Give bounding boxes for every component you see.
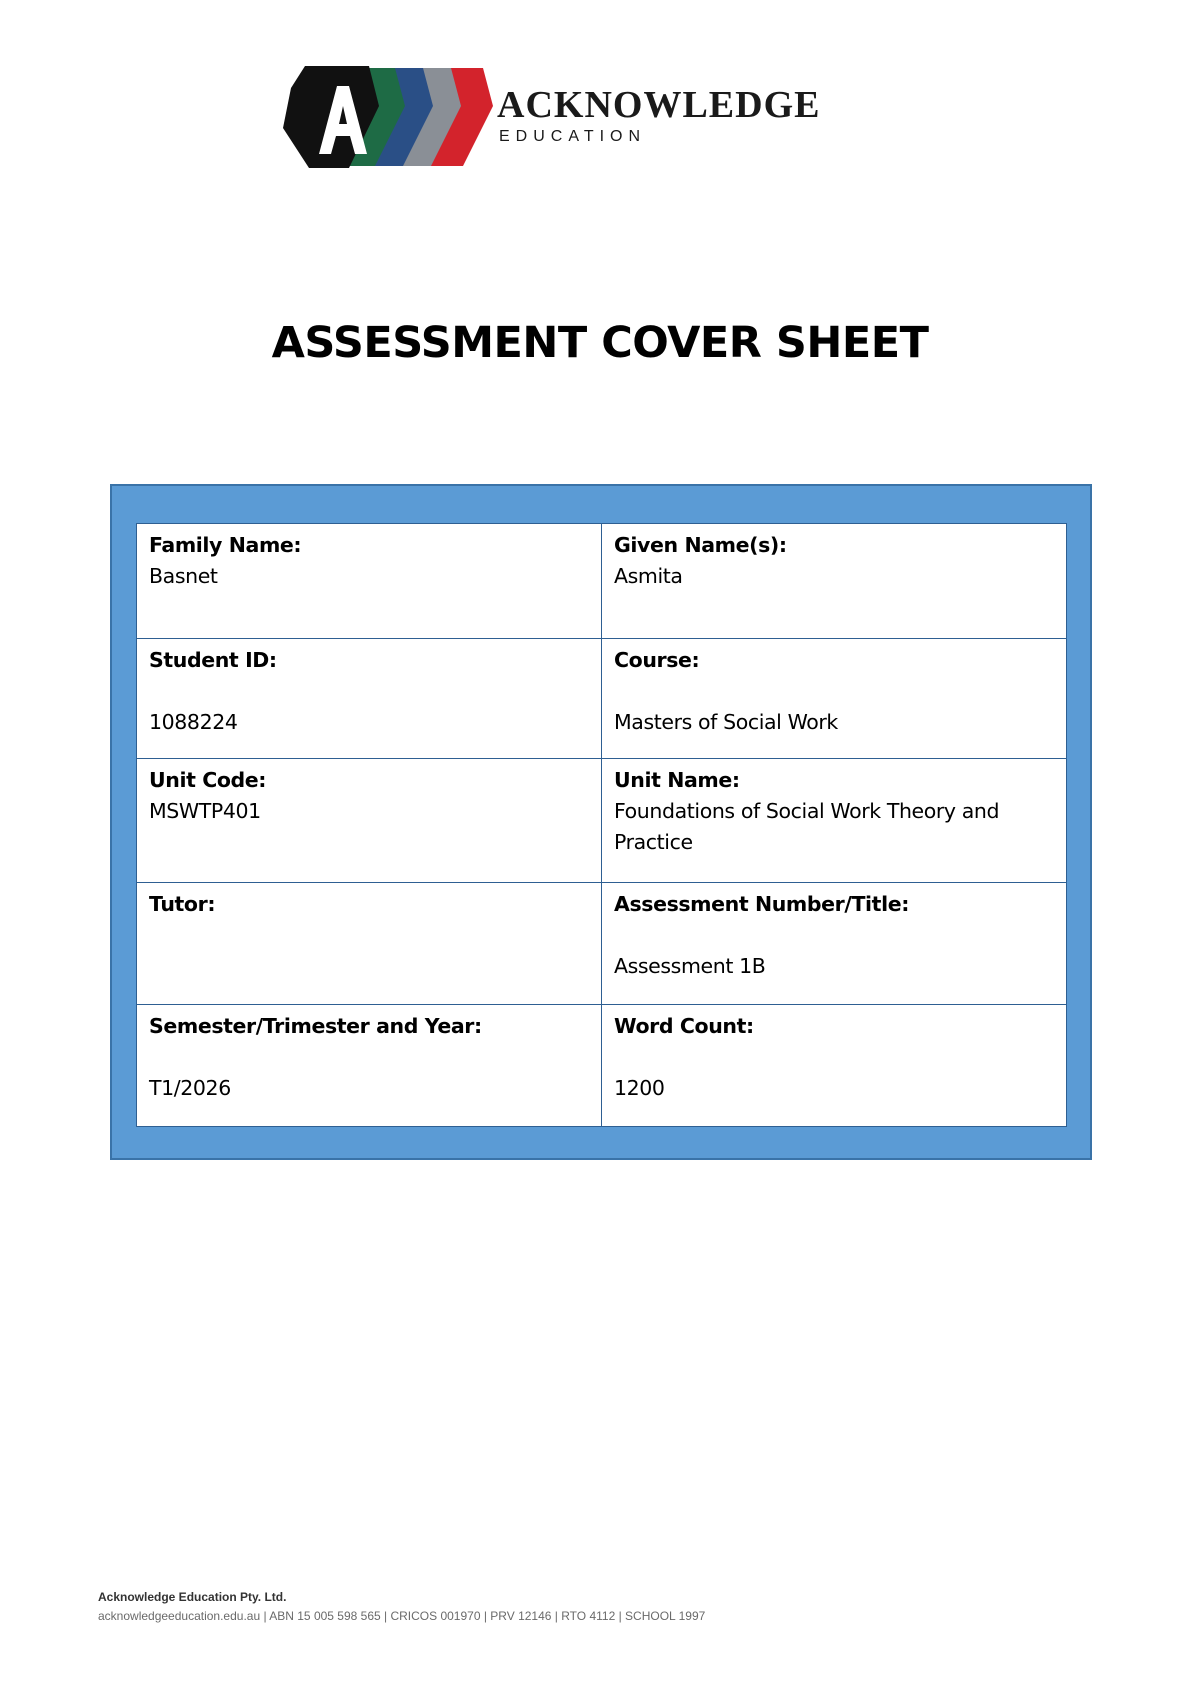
logo-emblem-icon [283, 62, 493, 172]
student-id-cell [137, 639, 602, 759]
given-name-label: Given Name(s): [614, 533, 787, 557]
table-row [137, 639, 1067, 759]
assessment-label: Assessment Number/Title: [614, 892, 909, 916]
family-name-value: Basnet [149, 564, 218, 588]
family-name-cell [137, 524, 602, 639]
footer-company: Acknowledge Education Pty. Ltd. [98, 1590, 287, 1604]
assessment-cell [602, 883, 1067, 1005]
family-name-label: Family Name: [149, 533, 302, 557]
logo-name: ACKNOWLEDGE [497, 84, 821, 126]
word-count-value: 1200 [614, 1076, 665, 1100]
table-row [137, 1005, 1067, 1127]
course-value: Masters of Social Work [614, 710, 838, 734]
unit-name-label: Unit Name: [614, 768, 740, 792]
semester-label: Semester/Trimester and Year: [149, 1014, 482, 1038]
course-label: Course: [614, 648, 700, 672]
student-details-table [136, 523, 1067, 1127]
given-name-cell [602, 524, 1067, 639]
assessment-value: Assessment 1B [614, 954, 766, 978]
semester-cell [137, 1005, 602, 1127]
page-footer [98, 1590, 705, 1623]
unit-code-label: Unit Code: [149, 768, 267, 792]
student-id-value: 1088224 [149, 710, 238, 734]
table-row [137, 883, 1067, 1005]
unit-name-cell [602, 759, 1067, 883]
semester-value: T1/2026 [149, 1076, 231, 1100]
tutor-cell [137, 883, 602, 1005]
footer-details: acknowledgeeducation.edu.au | ABN 15 005 598 565 | CRICOS 001970 | PRV 12146 | RTO 4112 | SCHOOL 1997 [98, 1609, 706, 1623]
unit-name-value: Foundations of Social Work Theory and Practice [614, 799, 1000, 854]
logo-subtitle: EDUCATION [499, 128, 647, 145]
tutor-label: Tutor: [149, 892, 216, 916]
page-title: ASSESSMENT COVER SHEET [271, 318, 929, 368]
logo-wordmark [497, 86, 820, 146]
unit-code-value: MSWTP401 [149, 799, 261, 823]
given-name-value: Asmita [614, 564, 683, 588]
course-cell [602, 639, 1067, 759]
unit-code-cell [137, 759, 602, 883]
acknowledge-education-logo [283, 62, 923, 172]
word-count-cell [602, 1005, 1067, 1127]
word-count-label: Word Count: [614, 1014, 754, 1038]
table-row [137, 759, 1067, 883]
cover-sheet-frame [110, 484, 1092, 1160]
table-row [137, 524, 1067, 639]
student-id-label: Student ID: [149, 648, 277, 672]
